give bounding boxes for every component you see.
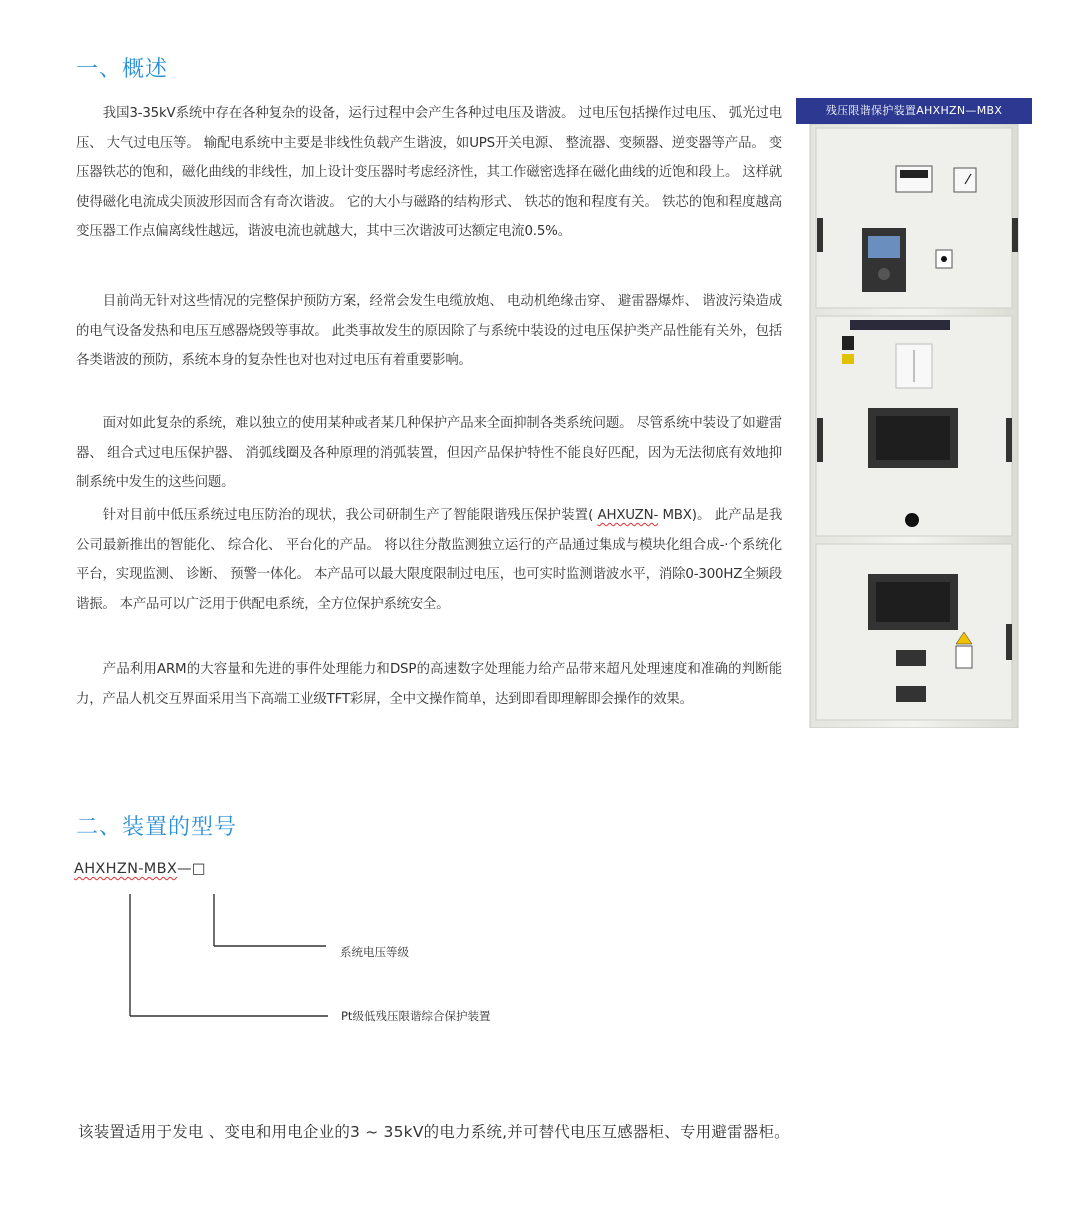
paragraph-4-rest: MBX)。 此产品是我公司最新推出的智能化、 综合化、 平台化的产品。 将以往分散监测独立运行的产品通过集成与模块化组合成-·个系统化平台，实现监测、 诊断、 预警一体化。 本产品可以最大限度限制过电压，也可实时监测谐波水平，消除0-300HZ全频段谐振。 本产品可以广泛用于供配电系统，全方位保护系统安全。 (76, 508, 783, 612)
label-system-voltage-level: 系统电压等级 (340, 945, 409, 959)
paragraph-4-lead: 针对目前中低压系统过电压防治的现状，我公司研制生产了智能限谐残压保护装置( (102, 508, 594, 523)
section-title-overview: 一、概述 (76, 57, 169, 82)
section-title-model: 二、装置的型号 (76, 815, 238, 840)
model-code-suffix: —□ (177, 861, 206, 877)
overview-paragraph-5: 产品利用ARM的大容量和先进的事件处理能力和DSP的高速数字处理能力给产品带来超凡处理速度和准确的判断能力，产品人机交互界面采用当下高端工业级TFT彩屏，全中文操作简单，达到即看即理解即会操作的效果。 (76, 662, 782, 707)
label-device-type: Pt级低残压限谐综合保护装置 (341, 1009, 491, 1023)
product-code-inline: AHXUZN- (597, 508, 659, 523)
switchgear-cabinet-image (796, 98, 1032, 728)
overview-paragraph-2: 目前尚无针对这些情况的完整保护预防方案，经常会发生电缆放炮、 电动机绝缘击穿、 避雷器爆炸、 谐波污染造成的电气设备发热和电压互感器烧毁等事故。 此类事故发生的原因除了与系统中装设的过电压保护类产品性能有关外，包括各类谐波的预防，系统本身的复杂性也对也对过电压有着重要影响。 (76, 294, 782, 368)
overview-paragraph-1: 我国3-35kV系统中存在各种复杂的设备，运行过程中会产生各种过电压及谐波。 过电压包括操作过电压、 弧光过电压、 大气过电压等。 输配电系统中主要是非线性负载产生谐波，如UPS开关电源、 整流器、变频器、逆变器等产品。 变压器铁芯的饱和，磁化曲线的非线性，加上设计变压器时考虑经济性，其工作磁密选择在磁化曲线的近饱和段上。 这样就使得磁化电流成尖顶波形因而含有奇次谐波。 它的大小与磁路的结构形式、 铁芯的饱和程度有关。 铁芯的饱和程度越高变压器工作点偏离线性越远，谐波电流也就越大，其中三次谐波可达额定电流0.5%。 (76, 106, 782, 239)
cabinet-illustration (796, 98, 1032, 728)
model-code (74, 861, 206, 877)
model-code-base: AHXHZN-MBX (74, 861, 178, 877)
application-note: 该装置适用于发电 、变电和用电企业的3 ~ 35kV的电力系统,并可替代电压互感器柜、专用避雷器柜。 (78, 1123, 790, 1141)
overview-paragraph-4 (76, 501, 782, 619)
overview-paragraph-3: 面对如此复杂的系统，难以独立的使用某种或者某几种保护产品来全面抑制各类系统问题。 尽管系统中装设了如避雷器、 组合式过电压保护器、 消弧线圈及各种原理的消弧装置，但因产品保护特性不能良好匹配，因为无法彻底有效地抑制系统中发生的这些问题。 (76, 416, 782, 490)
cabinet-banner: 残压限谐保护装置AHXHZN—MBX (796, 98, 1032, 124)
